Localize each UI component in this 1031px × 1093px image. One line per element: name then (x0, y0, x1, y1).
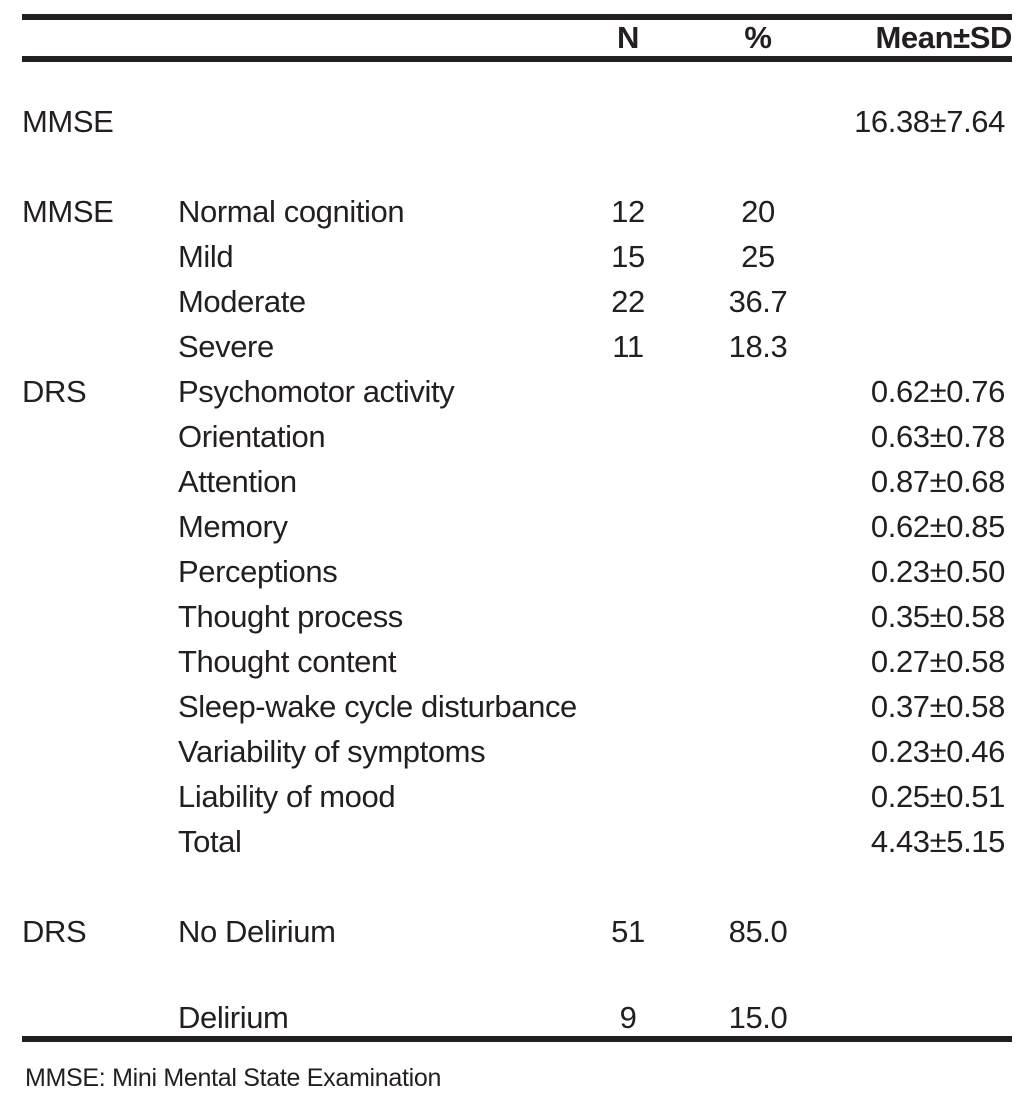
cell-n: 12 (611, 193, 645, 229)
cell-label: Normal cognition (178, 193, 405, 229)
cell-mean: 0.25±0.51 (870, 778, 1005, 814)
cell-n (578, 639, 678, 684)
table-row (22, 369, 1012, 414)
cell-mean: 0.27±0.58 (870, 643, 1005, 679)
cell-label: Memory (178, 508, 288, 544)
header-pct: % (744, 20, 772, 55)
header-mean-sd: Mean±SD (875, 20, 1012, 55)
cell-pct: 85.0 (728, 913, 788, 949)
cell-label: Perceptions (178, 553, 338, 589)
cell-pct (678, 99, 838, 144)
table-row (22, 414, 1012, 459)
cell-pct (678, 774, 838, 819)
spacer-row (22, 144, 1012, 189)
cell-category (22, 459, 178, 504)
cell-pct (678, 414, 838, 459)
cell-mean: 0.87±0.68 (870, 463, 1005, 499)
cell-mean (838, 999, 1012, 1039)
cell-n (578, 774, 678, 819)
table-row (22, 189, 1012, 234)
cell-mean (838, 189, 1012, 234)
cell-mean: 0.37±0.58 (870, 688, 1005, 724)
cell-n (578, 594, 678, 639)
table-footnote: MMSE: Mini Mental State Examination (25, 1064, 442, 1092)
cell-category (22, 594, 178, 639)
header-category (22, 17, 178, 59)
cell-n (578, 414, 678, 459)
cell-mean (838, 909, 1012, 954)
cell-category (22, 504, 178, 549)
table-row (22, 279, 1012, 324)
cell-category (22, 234, 178, 279)
cell-label: Thought content (178, 643, 397, 679)
cell-pct (678, 729, 838, 774)
cell-label: Thought process (178, 598, 403, 634)
cell-n (578, 684, 678, 729)
table-row (22, 549, 1012, 594)
cell-n: 9 (619, 999, 637, 1035)
cell-label (178, 99, 578, 144)
cell-n (578, 504, 678, 549)
cell-label: Psychomotor activity (178, 373, 455, 409)
cell-n (578, 819, 678, 864)
cell-n: 15 (611, 238, 645, 274)
cell-category: MMSE (22, 103, 114, 139)
table-row (22, 99, 1012, 144)
cell-n: 22 (611, 283, 645, 319)
cell-pct (678, 459, 838, 504)
table-row (22, 684, 1012, 729)
cell-label: Attention (178, 463, 297, 499)
cell-pct (678, 549, 838, 594)
cell-pct: 25 (741, 238, 775, 274)
cell-pct: 18.3 (728, 328, 788, 364)
header-label (178, 17, 578, 59)
cell-n (578, 369, 678, 414)
cell-mean: 16.38±7.64 (854, 103, 1005, 139)
cell-category (22, 549, 178, 594)
spacer-row (22, 59, 1012, 99)
cell-pct: 15.0 (728, 999, 788, 1035)
cell-category (22, 414, 178, 459)
cell-label: Orientation (178, 418, 326, 454)
cell-mean (838, 234, 1012, 279)
table-row (22, 999, 1012, 1039)
statistics-table (22, 14, 1012, 1042)
table-row (22, 729, 1012, 774)
cell-category (22, 324, 178, 369)
cell-n (578, 459, 678, 504)
cell-mean: 0.62±0.85 (870, 508, 1005, 544)
cell-pct (678, 819, 838, 864)
cell-category (22, 999, 178, 1039)
cell-category: DRS (22, 373, 87, 409)
cell-category: MMSE (22, 193, 114, 229)
table-row (22, 234, 1012, 279)
table-row (22, 639, 1012, 684)
table-row (22, 909, 1012, 954)
cell-label: Delirium (178, 999, 289, 1035)
cell-category (22, 819, 178, 864)
cell-n (578, 549, 678, 594)
cell-n: 51 (611, 913, 645, 949)
cell-pct (678, 639, 838, 684)
table-row (22, 459, 1012, 504)
cell-mean: 0.63±0.78 (870, 418, 1005, 454)
cell-mean: 0.23±0.50 (870, 553, 1005, 589)
cell-label: Total (178, 823, 242, 859)
cell-category (22, 774, 178, 819)
table-row (22, 774, 1012, 819)
cell-pct: 20 (741, 193, 775, 229)
cell-mean: 4.43±5.15 (870, 823, 1005, 859)
cell-mean (838, 279, 1012, 324)
cell-category (22, 639, 178, 684)
cell-category: DRS (22, 913, 87, 949)
cell-n (578, 99, 678, 144)
table-row (22, 504, 1012, 549)
table-header-row (22, 17, 1012, 59)
cell-pct (678, 594, 838, 639)
table-row (22, 819, 1012, 864)
header-n: N (617, 20, 639, 55)
cell-category (22, 279, 178, 324)
cell-category (22, 684, 178, 729)
cell-label: Severe (178, 328, 274, 364)
cell-label: Liability of mood (178, 778, 396, 814)
cell-n (578, 729, 678, 774)
cell-pct (678, 504, 838, 549)
table-row (22, 594, 1012, 639)
cell-label: Sleep-wake cycle disturbance (178, 688, 577, 724)
cell-mean: 0.62±0.76 (870, 373, 1005, 409)
cell-mean (838, 324, 1012, 369)
cell-label: No Delirium (178, 913, 336, 949)
cell-label: Mild (178, 238, 234, 274)
cell-mean: 0.35±0.58 (870, 598, 1005, 634)
cell-pct: 36.7 (728, 283, 788, 319)
cell-pct (678, 369, 838, 414)
cell-pct (678, 684, 838, 729)
spacer-row (22, 864, 1012, 909)
cell-category (22, 729, 178, 774)
spacer-row (22, 954, 1012, 999)
cell-label: Variability of symptoms (178, 733, 486, 769)
cell-label: Moderate (178, 283, 306, 319)
cell-mean: 0.23±0.46 (870, 733, 1005, 769)
cell-n: 11 (612, 328, 644, 364)
table-row (22, 324, 1012, 369)
